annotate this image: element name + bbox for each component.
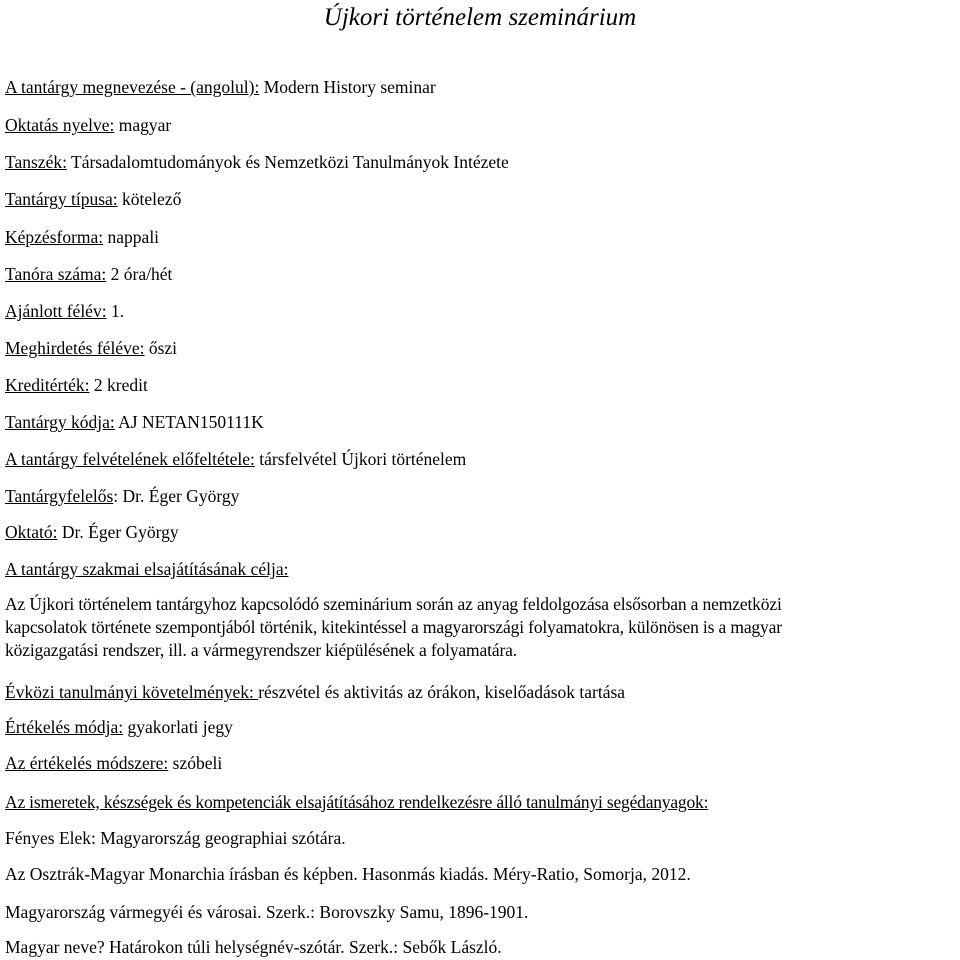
field-value: 1. [106, 301, 125, 321]
field-semester [5, 301, 124, 321]
field-value: 2 kredit [89, 375, 148, 395]
field-requirements [5, 682, 625, 702]
field-value: szóbeli [168, 753, 223, 773]
field-value: : Dr. Éger György [113, 486, 240, 506]
field-label: A tantárgy szakmai elsajátításának célja: [5, 559, 289, 579]
field-course-name-en [5, 77, 436, 97]
field-value: őszi [144, 338, 178, 358]
field-label: Az értékelés módszere: [5, 753, 169, 773]
field-value: 2 óra/hét [106, 264, 173, 284]
description-line: közigazgatási rendszer, ill. a vármegyrendszer kiépülésének a folyamatára. [5, 640, 517, 660]
field-value: AJ NETAN150111K [114, 412, 264, 432]
field-label: Évközi tanulmányi követelmények: [5, 682, 259, 702]
field-value: nappali [103, 227, 160, 247]
field-value: részvétel és aktivitás az órákon, kiselőadások tartása [258, 682, 626, 702]
reference-item: Magyar neve? Határokon túli helységnév-szótár. Szerk.: Sebők László. [5, 937, 502, 957]
field-label: Értékelés módja: [5, 717, 124, 737]
field-label: Tanóra száma: [5, 264, 107, 284]
field-label: Oktatás nyelve: [5, 115, 115, 135]
field-value: gyakorlati jegy [123, 717, 233, 737]
field-label: Tantárgy kódja: [5, 412, 115, 432]
field-value: kötelező [117, 189, 182, 209]
field-label: Tantárgy típusa: [5, 189, 118, 209]
field-course-code [5, 412, 264, 432]
field-value: Dr. Éger György [57, 522, 179, 542]
field-language [5, 115, 171, 135]
field-value: társfelvétel Újkori történelem [254, 449, 467, 469]
field-label: A tantárgy megnevezése - (angolul): [5, 77, 260, 97]
field-label: Tanszék: [5, 152, 67, 172]
field-prerequisite [5, 449, 466, 469]
field-label: Oktató: [5, 522, 58, 542]
field-study-materials [5, 792, 708, 812]
field-label: Ajánlott félév: [5, 301, 107, 321]
field-instructor [5, 522, 179, 542]
field-label: Meghirdetés féléve: [5, 338, 145, 358]
reference-item: Magyarország vármegyéi és városai. Szerk.: Borovszky Samu, 1896-1901. [5, 902, 529, 922]
field-value: Társadalomtudományok és Nemzetközi Tanulmányok Intézete [66, 152, 509, 172]
field-education-form [5, 227, 159, 247]
field-label: Az ismeretek, készségek és kompetenciák elsajátításához rendelkezésre álló tanulmányi segédanyagok: [5, 792, 709, 812]
field-label: Kreditérték: [5, 375, 90, 395]
field-credit [5, 375, 148, 395]
field-value: Modern History seminar [259, 77, 436, 97]
field-evaluation-type [5, 717, 233, 737]
course-description [5, 593, 960, 662]
field-hours [5, 264, 172, 284]
description-line: kapcsolatok története szempontjából történik, kitekintéssel a magyarországi folyamatokra, különösen is a magyar [5, 617, 782, 637]
field-announcement [5, 338, 177, 358]
reference-item: Fényes Elek: Magyarország geographiai szótára. [5, 828, 346, 848]
field-evaluation-method [5, 753, 222, 773]
description-line: Az Újkori történelem tantárgyhoz kapcsolódó szeminárium során az anyag feldolgozása elsősorban a nemzetközi [5, 594, 782, 614]
field-value: magyar [114, 115, 172, 135]
field-label: Képzésforma: [5, 227, 104, 247]
field-department [5, 152, 509, 172]
field-label: A tantárgy felvételének előfeltétele: [5, 449, 255, 469]
field-course-type [5, 189, 181, 209]
field-course-goal [5, 559, 288, 579]
field-label: Tantárgyfelelős [5, 486, 114, 506]
page-title: Újkori történelem szeminárium [323, 4, 637, 31]
field-responsible [5, 486, 239, 506]
reference-item: Az Osztrák-Magyar Monarchia írásban és képben. Hasonmás kiadás. Méry-Ratio, Somorja, 2012. [5, 864, 691, 884]
